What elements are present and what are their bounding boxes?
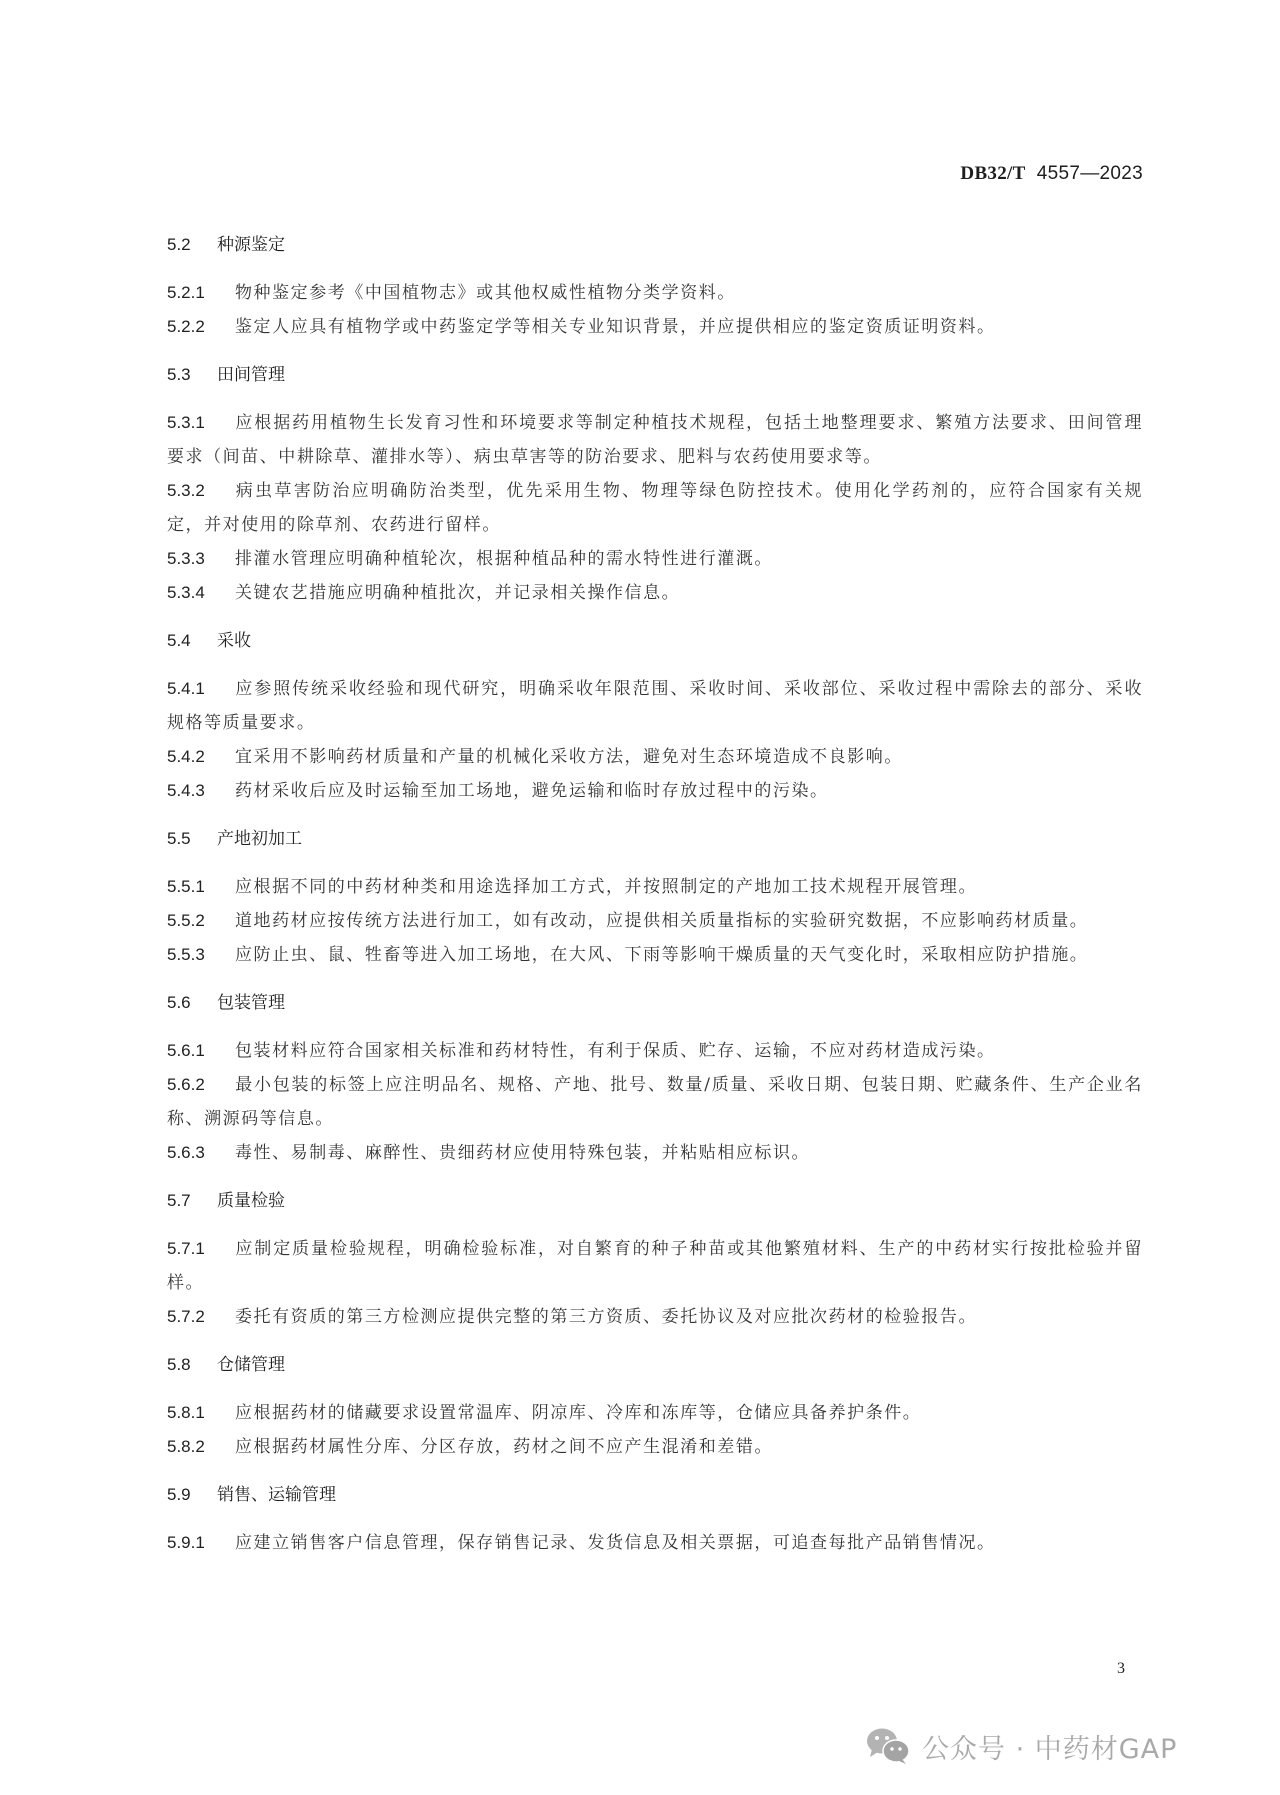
section-title: 质量检验 xyxy=(217,1191,285,1211)
clause-text: 应防止虫、鼠、牲畜等进入加工场地，在大风、下雨等影响干燥质量的天气变化时，采取相应防护措施。 xyxy=(235,945,1089,965)
clause-number: 5.6.2 xyxy=(167,1075,205,1094)
section-number: 5.3 xyxy=(167,365,191,384)
clause-paragraph xyxy=(167,1034,1143,1068)
clause-number: 5.7.1 xyxy=(167,1239,205,1258)
section-number: 5.2 xyxy=(167,235,191,254)
clause-paragraph xyxy=(167,1396,1143,1430)
clause-text: 应参照传统采收经验和现代研究，明确采收年限范围、采收时间、采收部位、采收过程中需除去的部分、采收规格等质量要求。 xyxy=(167,679,1143,733)
clause-number: 5.3.3 xyxy=(167,549,205,568)
clause-text: 委托有资质的第三方检测应提供完整的第三方资质、委托协议及对应批次药材的检验报告。 xyxy=(235,1307,977,1327)
section-title: 采收 xyxy=(217,631,251,651)
watermark-text: 公众号 · 中药材GAP xyxy=(922,1733,1178,1765)
clause-paragraph xyxy=(167,774,1143,808)
section-title: 种源鉴定 xyxy=(217,235,285,255)
page-number: 3 xyxy=(1117,1660,1125,1677)
clause-paragraph xyxy=(167,870,1143,904)
clause-number: 5.5.1 xyxy=(167,877,205,896)
clause-text: 鉴定人应具有植物学或中药鉴定学等相关专业知识背景，并应提供相应的鉴定资质证明资料。 xyxy=(235,317,996,337)
clause-paragraph xyxy=(167,474,1143,542)
clause-number: 5.2.2 xyxy=(167,317,205,336)
clause-text: 应根据药用植物生长发育习性和环境要求等制定种植技术规程，包括土地整理要求、繁殖方法要求、田间管理要求（间苗、中耕除草、灌排水等）、病虫草害等的防治要求、肥料与农药使用要求等。 xyxy=(167,413,1143,467)
section-title: 产地初加工 xyxy=(217,829,302,849)
section-number: 5.8 xyxy=(167,1355,191,1374)
clause-text: 道地药材应按传统方法进行加工，如有改动，应提供相关质量指标的实验研究数据，不应影响药材质量。 xyxy=(235,911,1089,931)
clause-number: 5.4.1 xyxy=(167,679,205,698)
section-number: 5.9 xyxy=(167,1485,191,1504)
clause-paragraph xyxy=(167,904,1143,938)
section-heading xyxy=(167,986,1143,1020)
clause-paragraph xyxy=(167,1136,1143,1170)
clause-paragraph xyxy=(167,576,1143,610)
section-heading xyxy=(167,1478,1143,1512)
clause-number: 5.5.2 xyxy=(167,911,205,930)
clause-text: 物种鉴定参考《中国植物志》或其他权威性植物分类学资料。 xyxy=(235,283,736,303)
clause-number: 5.3.4 xyxy=(167,583,205,602)
clause-text: 关键农艺措施应明确种植批次，并记录相关操作信息。 xyxy=(235,583,681,603)
clause-number: 5.2.1 xyxy=(167,283,205,302)
document-body xyxy=(167,228,1143,1560)
section-heading xyxy=(167,1184,1143,1218)
clause-paragraph xyxy=(167,1526,1143,1560)
clause-text: 宜采用不影响药材质量和产量的机械化采收方法，避免对生态环境造成不良影响。 xyxy=(235,747,903,767)
clause-number: 5.7.2 xyxy=(167,1307,205,1326)
clause-number: 5.6.3 xyxy=(167,1143,205,1162)
standard-code: DB32/T xyxy=(960,163,1026,184)
clause-number: 5.8.1 xyxy=(167,1403,205,1422)
section-number: 5.7 xyxy=(167,1191,191,1210)
clause-text: 应根据药材属性分库、分区存放，药材之间不应产生混淆和差错。 xyxy=(235,1437,773,1457)
clause-paragraph xyxy=(167,406,1143,474)
clause-paragraph xyxy=(167,542,1143,576)
clause-text: 毒性、易制毒、麻醉性、贵细药材应使用特殊包装，并粘贴相应标识。 xyxy=(235,1143,811,1163)
clause-text: 应建立销售客户信息管理，保存销售记录、发货信息及相关票据，可追查每批产品销售情况。 xyxy=(235,1533,996,1553)
section-title: 销售、运输管理 xyxy=(217,1485,336,1505)
clause-text: 排灌水管理应明确种植轮次，根据种植品种的需水特性进行灌溉。 xyxy=(235,549,773,569)
clause-number: 5.3.2 xyxy=(167,481,205,500)
section-title: 仓储管理 xyxy=(217,1355,285,1375)
standard-number-header xyxy=(960,163,1143,185)
clause-text: 包装材料应符合国家相关标准和药材特性，有利于保质、贮存、运输，不应对药材造成污染。 xyxy=(235,1041,996,1061)
clause-paragraph xyxy=(167,1232,1143,1300)
clause-paragraph xyxy=(167,938,1143,972)
clause-number: 5.9.1 xyxy=(167,1533,205,1552)
clause-text: 应根据药材的储藏要求设置常温库、阴凉库、冷库和冻库等，仓储应具备养护条件。 xyxy=(235,1403,922,1423)
section-heading xyxy=(167,624,1143,658)
clause-paragraph xyxy=(167,276,1143,310)
section-heading xyxy=(167,822,1143,856)
clause-number: 5.8.2 xyxy=(167,1437,205,1456)
clause-text: 应根据不同的中药材种类和用途选择加工方式，并按照制定的产地加工技术规程开展管理。 xyxy=(235,877,977,897)
clause-text: 药材采收后应及时运输至加工场地，避免运输和临时存放过程中的污染。 xyxy=(235,781,829,801)
clause-paragraph xyxy=(167,672,1143,740)
section-number: 5.5 xyxy=(167,829,191,848)
clause-number: 5.5.3 xyxy=(167,945,205,964)
section-title: 包装管理 xyxy=(217,993,285,1013)
clause-number: 5.4.2 xyxy=(167,747,205,766)
section-title: 田间管理 xyxy=(217,365,285,385)
clause-number: 5.3.1 xyxy=(167,413,205,432)
clause-paragraph xyxy=(167,1430,1143,1464)
clause-text: 应制定质量检验规程，明确检验标准，对自繁育的种子种苗或其他繁殖材料、生产的中药材实行按批检验并留样。 xyxy=(167,1239,1143,1293)
watermark xyxy=(866,1724,1177,1768)
clause-paragraph xyxy=(167,1068,1143,1136)
section-heading xyxy=(167,228,1143,262)
section-number: 5.4 xyxy=(167,631,191,650)
section-heading xyxy=(167,1348,1143,1382)
standard-number: 4557—2023 xyxy=(1036,163,1143,184)
section-heading xyxy=(167,358,1143,392)
section-number: 5.6 xyxy=(167,993,191,1012)
clause-number: 5.6.1 xyxy=(167,1041,205,1060)
clause-text: 病虫草害防治应明确防治类型，优先采用生物、物理等绿色防控技术。使用化学药剂的，应符合国家有关规定，并对使用的除草剂、农药进行留样。 xyxy=(167,481,1143,535)
clause-paragraph xyxy=(167,1300,1143,1334)
wechat-icon xyxy=(866,1727,910,1765)
clause-text: 最小包装的标签上应注明品名、规格、产地、批号、数量/质量、采收日期、包装日期、贮藏条件、生产企业名称、溯源码等信息。 xyxy=(167,1075,1143,1129)
clause-paragraph xyxy=(167,740,1143,774)
clause-paragraph xyxy=(167,310,1143,344)
clause-number: 5.4.3 xyxy=(167,781,205,800)
